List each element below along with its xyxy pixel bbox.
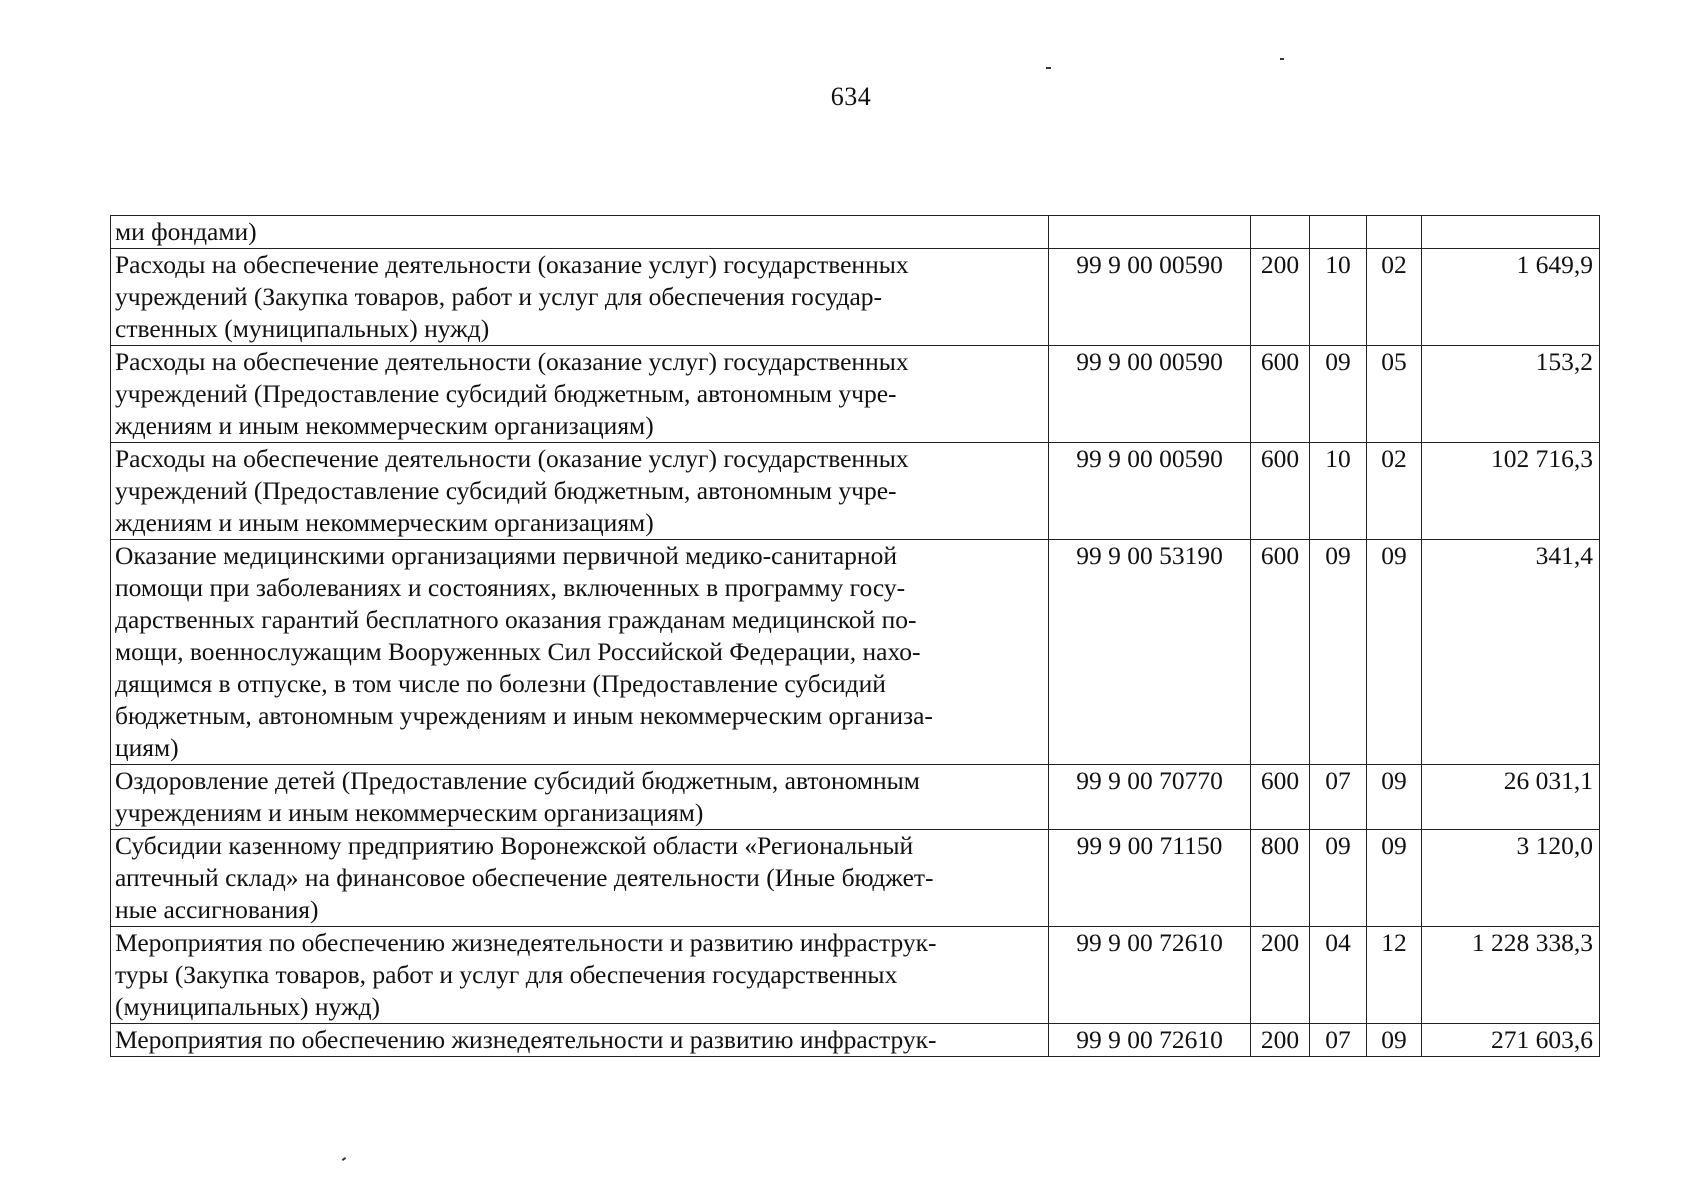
budget-table-body (111, 216, 1600, 1057)
description-line: мощи, военнослужащим Вооруженных Сил Российской Федерации, нахо- (115, 637, 921, 666)
section-code: 07 (1310, 1024, 1367, 1057)
description-line: Расходы на обеспечение деятельности (оказание услуг) государственных (115, 444, 909, 473)
target-article-code: 99 9 00 71150 (1049, 830, 1251, 927)
table-row (111, 540, 1600, 765)
expense-type-code: 600 (1251, 540, 1310, 765)
subsection-code: 12 (1367, 927, 1422, 1024)
expense-type-code: 600 (1251, 346, 1310, 443)
section-code: 09 (1310, 540, 1367, 765)
description-line: ждениям и иным некоммерческим организациям) (115, 508, 654, 537)
target-article-code: 99 9 00 72610 (1049, 927, 1251, 1024)
expense-type-code: 200 (1251, 1024, 1310, 1057)
expense-type-code: 200 (1251, 927, 1310, 1024)
description-line: туры (Закупка товаров, работ и услуг для обеспечения государственных (115, 960, 898, 989)
description-line: дящимся в отпуске, в том числе по болезни (Предоставление субсидий (115, 669, 886, 698)
amount-value: 341,4 (1422, 540, 1600, 765)
amount-value: 1 649,9 (1422, 249, 1600, 346)
description-line: Субсидии казенному предприятию Воронежской области «Региональный (115, 831, 914, 860)
description-line: Оздоровление детей (Предоставление субсидий бюджетным, автономным (115, 766, 920, 795)
expense-description (111, 443, 1049, 540)
expense-description (111, 540, 1049, 765)
table-row (111, 216, 1600, 249)
subsection-code: 09 (1367, 765, 1422, 830)
amount-value: 153,2 (1422, 346, 1600, 443)
expense-description (111, 249, 1049, 346)
amount-value: 26 031,1 (1422, 765, 1600, 830)
description-line: учреждений (Предоставление субсидий бюджетным, автономным учре- (115, 476, 897, 505)
section-code: 09 (1310, 830, 1367, 927)
description-line: Расходы на обеспечение деятельности (оказание услуг) государственных (115, 250, 909, 279)
description-line: аптечный склад» на финансовое обеспечение деятельности (Иные бюджет- (115, 863, 934, 892)
subsection-code: 09 (1367, 540, 1422, 765)
expense-type-code: 600 (1251, 443, 1310, 540)
amount-value (1422, 216, 1600, 249)
target-article-code: 99 9 00 72610 (1049, 1024, 1251, 1057)
subsection-code (1367, 216, 1422, 249)
section-code (1310, 216, 1367, 249)
description-line: ми фондами) (115, 217, 257, 246)
table-row (111, 346, 1600, 443)
table-row (111, 1024, 1600, 1057)
target-article-code: 99 9 00 00590 (1049, 443, 1251, 540)
description-line: Мероприятия по обеспечению жизнедеятельности и развитию инфраструк- (115, 1025, 937, 1054)
table-row (111, 927, 1600, 1024)
expense-description (111, 830, 1049, 927)
amount-value: 1 228 338,3 (1422, 927, 1600, 1024)
table-row (111, 830, 1600, 927)
description-line: Мероприятия по обеспечению жизнедеятельности и развитию инфраструк- (115, 928, 937, 957)
target-article-code: 99 9 00 00590 (1049, 249, 1251, 346)
section-code: 10 (1310, 443, 1367, 540)
budget-table (110, 215, 1600, 1057)
description-line: дарственных гарантий бесплатного оказания гражданам медицинской по- (115, 605, 917, 634)
table-row (111, 765, 1600, 830)
description-line: помощи при заболеваниях и состояниях, включенных в программу госу- (115, 573, 906, 602)
description-line: (муниципальных) нужд) (115, 992, 381, 1021)
expense-description (111, 765, 1049, 830)
section-code: 09 (1310, 346, 1367, 443)
target-article-code: 99 9 00 70770 (1049, 765, 1251, 830)
description-line: учреждений (Предоставление субсидий бюджетным, автономным учре- (115, 379, 897, 408)
expense-description (111, 1024, 1049, 1057)
expense-description (111, 927, 1049, 1024)
subsection-code: 09 (1367, 1024, 1422, 1057)
amount-value: 271 603,6 (1422, 1024, 1600, 1057)
scan-speck (342, 1157, 346, 1161)
section-code: 04 (1310, 927, 1367, 1024)
description-line: учреждениям и иным некоммерческим организациям) (115, 798, 704, 827)
target-article-code: 99 9 00 00590 (1049, 346, 1251, 443)
expense-description (111, 346, 1049, 443)
description-line: ные ассигнования) (115, 895, 319, 924)
description-line: Расходы на обеспечение деятельности (оказание услуг) государственных (115, 347, 909, 376)
description-line: циям) (115, 733, 179, 762)
amount-value: 102 716,3 (1422, 443, 1600, 540)
scan-speck (1280, 58, 1284, 60)
description-line: ственных (муниципальных) нужд) (115, 314, 490, 343)
expense-type-code: 600 (1251, 765, 1310, 830)
section-code: 10 (1310, 249, 1367, 346)
subsection-code: 02 (1367, 443, 1422, 540)
subsection-code: 02 (1367, 249, 1422, 346)
description-line: бюджетным, автономным учреждениям и иным некоммерческим организа- (115, 701, 933, 730)
target-article-code: 99 9 00 53190 (1049, 540, 1251, 765)
subsection-code: 05 (1367, 346, 1422, 443)
target-article-code (1049, 216, 1251, 249)
section-code: 07 (1310, 765, 1367, 830)
expense-description (111, 216, 1049, 249)
scan-speck (1046, 67, 1051, 69)
expense-type-code: 800 (1251, 830, 1310, 927)
amount-value: 3 120,0 (1422, 830, 1600, 927)
description-line: учреждений (Закупка товаров, работ и услуг для обеспечения государ- (115, 282, 883, 311)
subsection-code: 09 (1367, 830, 1422, 927)
expense-type-code (1251, 216, 1310, 249)
table-row (111, 443, 1600, 540)
description-line: Оказание медицинскими организациями первичной медико-санитарной (115, 541, 897, 570)
page-number: 634 (830, 82, 872, 111)
description-line: ждениям и иным некоммерческим организациям) (115, 411, 654, 440)
expense-type-code: 200 (1251, 249, 1310, 346)
table-row (111, 249, 1600, 346)
